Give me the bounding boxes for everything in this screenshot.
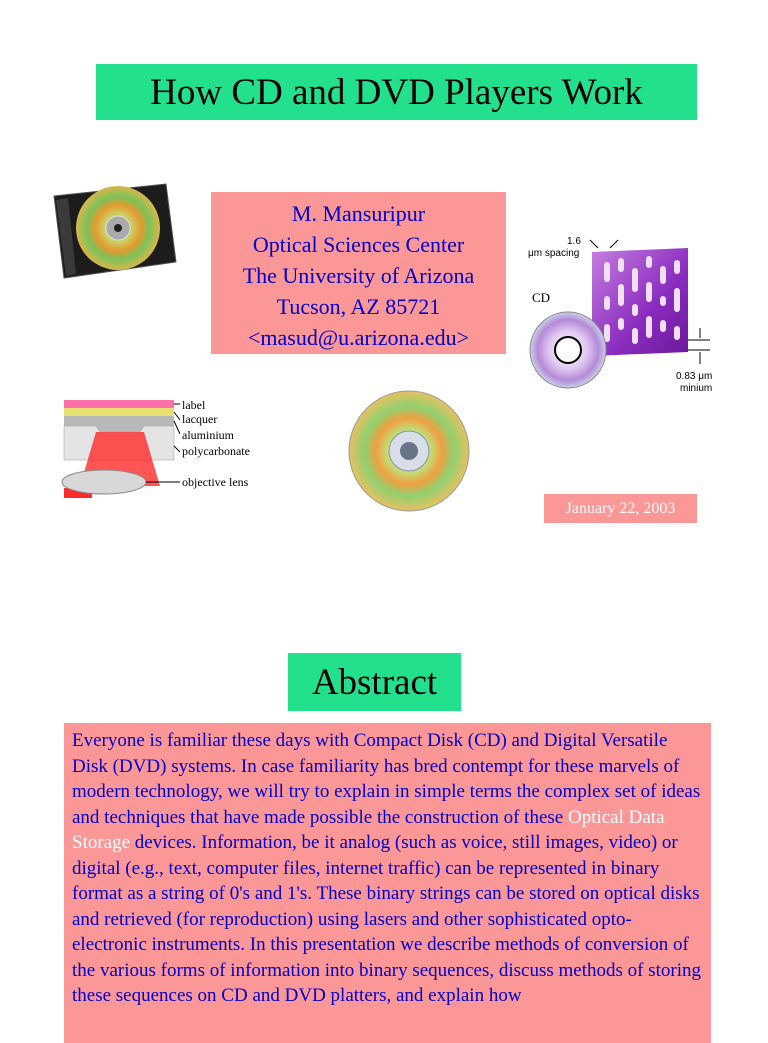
- track-spacing-value: 1.6: [567, 236, 581, 247]
- cd-label: CD: [532, 290, 551, 305]
- layer-aluminium: aluminium: [182, 428, 234, 442]
- pit-min-label: minium: [680, 383, 713, 394]
- author-name: M. Mansuripur: [291, 201, 426, 226]
- abstract-text-start: Everyone is familiar these days with Compact Disk (CD) and Digital Versatile Disk (DVD) systems. In case familiarity has bred contempt for these marvels of modern technology, we will try to explain in simple terms the complex set of ideas and techniques that have made possible the construction of these: [72, 730, 701, 828]
- layer-lacquer: lacquer: [182, 412, 218, 426]
- date-badge: January 22, 2003: [544, 494, 697, 523]
- page-title: How CD and DVD Players Work: [96, 64, 697, 120]
- objective-lens-label: objective lens: [182, 475, 249, 489]
- abstract-heading: Abstract: [288, 653, 461, 711]
- author-info: [211, 192, 506, 354]
- author-city: Tucson, AZ 85721: [276, 294, 441, 319]
- track-spacing-label: μm spacing: [528, 248, 580, 259]
- abstract-text-end: devices. Information, be it analog (such as voice, still images, video) or digital (e.g., text, computer files, internet traffic) can be represented in binary format as a string of 0's and 1's. These binary strings can be stored on optical disks and retrieved (for reproduction) using lasers and other sophisticated opto-electronic instruments. In this presentation we describe methods of conversion of the various forms of information into binary sequences, discuss methods of storing these sequences on CD and DVD platters, and explain how: [72, 832, 702, 1006]
- abstract-body: [64, 723, 711, 1043]
- pit-min-value: 0.83 μm: [676, 371, 713, 382]
- layer-polycarbonate: polycarbonate: [182, 444, 250, 458]
- cd-disc-image: [346, 388, 472, 514]
- optical-data-storage-highlight: Optical Data Storage: [72, 806, 665, 853]
- author-email: <masud@u.arizona.edu>: [247, 325, 469, 350]
- cd-jewel-case-image: [48, 180, 180, 284]
- author-department: Optical Sciences Center: [252, 232, 465, 257]
- cd-pits-diagram: [520, 232, 740, 400]
- disc-layers-diagram: [60, 396, 280, 500]
- author-university: The University of Arizona: [242, 263, 475, 288]
- layer-label: label: [182, 398, 206, 412]
- layers-graphic: [60, 396, 180, 500]
